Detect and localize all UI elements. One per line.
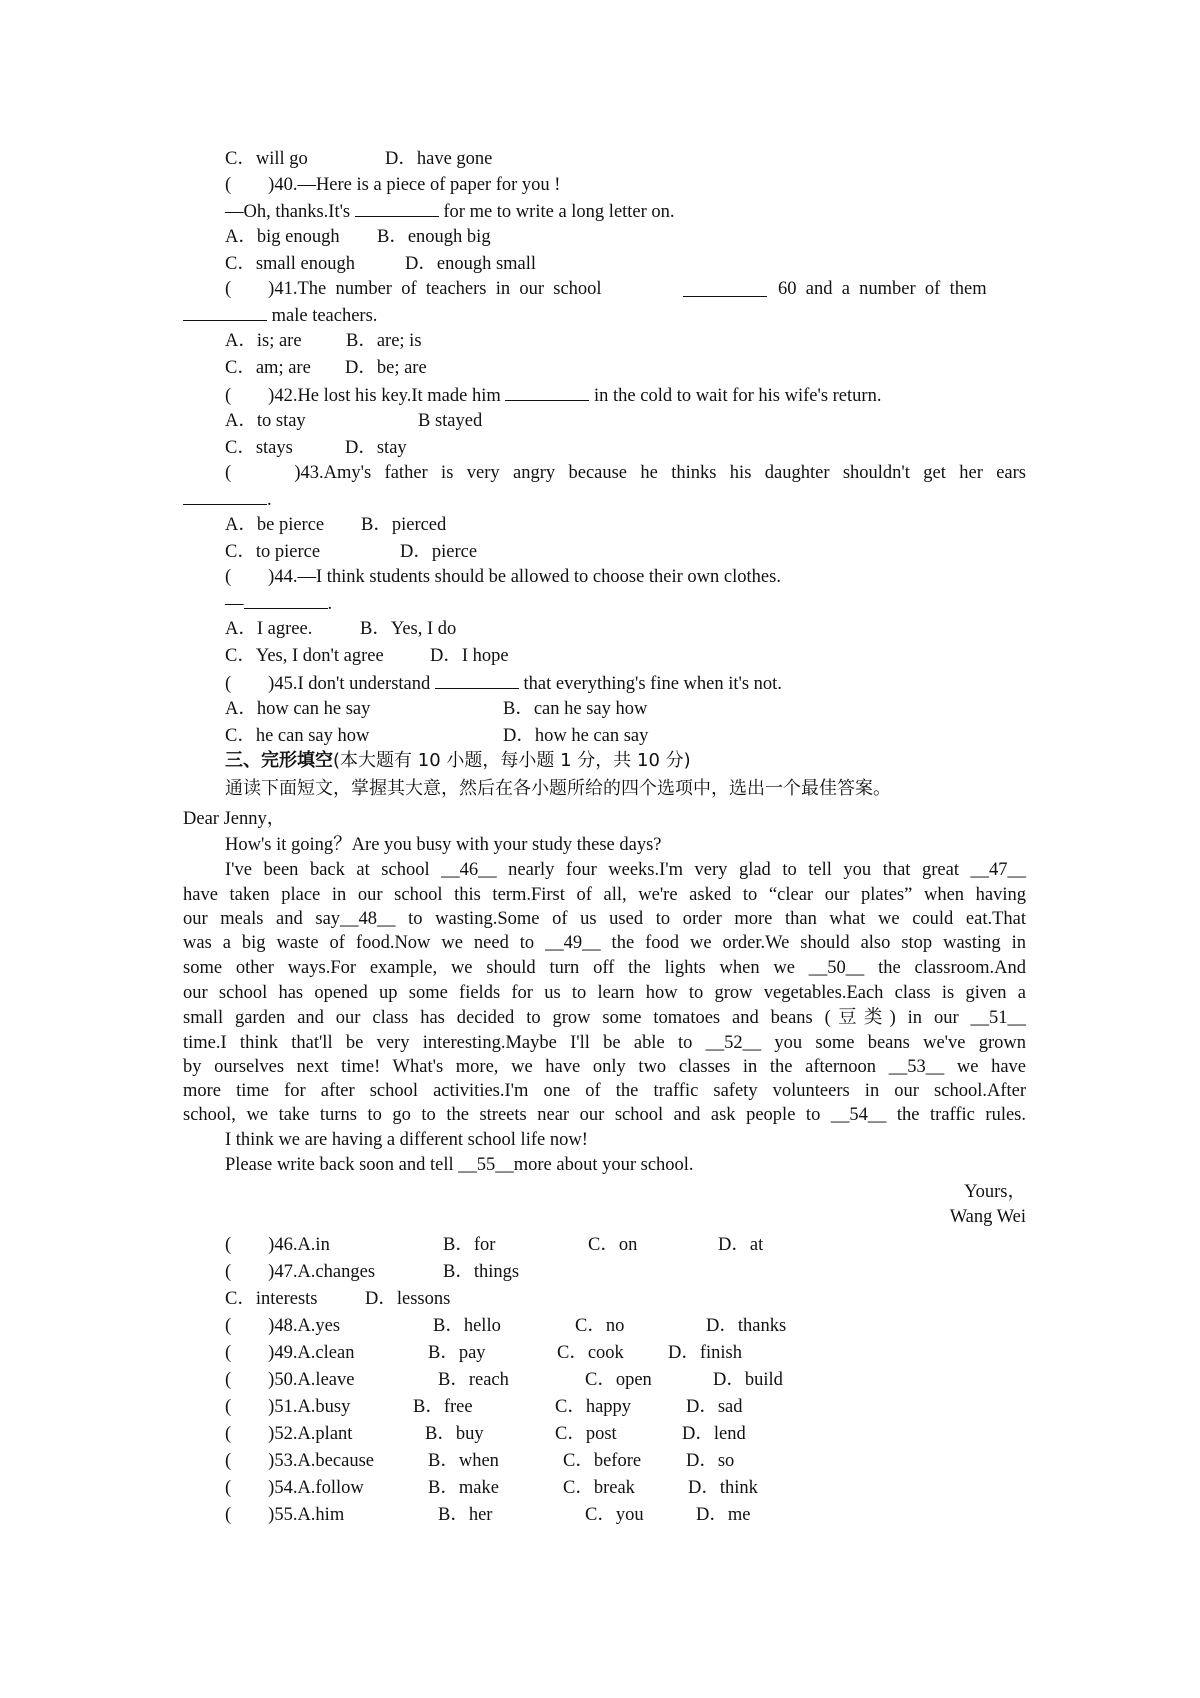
- letter-line: by ourselves next time! What's more, we have only two classes in the afternoon __53__ we have: [183, 1057, 1026, 1077]
- question-40-response: —Oh, thanks.It's for me to write a long letter on.: [225, 202, 675, 222]
- letter-paragraph-1: How's it going？Are you busy with your study these days?: [225, 835, 662, 855]
- option-c-42: C．stays: [225, 438, 293, 458]
- choice-55-a: ( )55.A.him: [225, 1505, 345, 1525]
- option-d-43: D．pierce: [400, 542, 478, 562]
- section-instructions: 通读下面短文，掌握其大意，然后在各小题所给的四个选项中，选出一个最佳答案。: [225, 778, 891, 799]
- choice-46-c: C．on: [588, 1235, 638, 1255]
- question-42: ( )42.He lost his key.It made him in the cold to wait for his wife's return.: [225, 386, 882, 406]
- question-41-cont: 60 and a number of them: [778, 279, 987, 299]
- option-c-41: C．am; are: [225, 358, 311, 378]
- choice-48-c: C．no: [575, 1316, 625, 1336]
- letter-paragraph-4: Please write back soon and tell __55__more about your school.: [225, 1155, 694, 1175]
- choice-50-c: C．open: [585, 1370, 652, 1390]
- letter-paragraph-3: I think we are having a different school life now!: [225, 1130, 588, 1150]
- choice-48-a: ( )48.A.yes: [225, 1316, 341, 1336]
- choice-46-b: B．for: [443, 1235, 496, 1255]
- option-a-41: A．is; are: [225, 331, 302, 351]
- option-a-40: A．big enough: [225, 227, 340, 247]
- choice-50-d: D．build: [713, 1370, 783, 1390]
- choice-51-c: C．happy: [555, 1397, 632, 1417]
- letter-line: our meals and say__48__ to wasting.Some of us used to order more than what we could eat.That: [183, 909, 1026, 929]
- choice-52-a: ( )52.A.plant: [225, 1424, 353, 1444]
- choice-52-d: D．lend: [682, 1424, 746, 1444]
- question-43-line2: .: [183, 488, 272, 510]
- option-c-43: C．to pierce: [225, 542, 321, 562]
- letter-line: our school has opened up some fields for us to learn how to grow vegetables.Each class is given a: [183, 983, 1026, 1003]
- choice-52-b: B．buy: [425, 1424, 484, 1444]
- answer-blank: [244, 592, 328, 609]
- letter-line: I've been back at school __46__ nearly four weeks.I'm very glad to tell you that great __47__: [225, 860, 1026, 880]
- option-b-45: B．can he say how: [503, 699, 648, 719]
- choice-49-b: B．pay: [428, 1343, 486, 1363]
- choice-49-c: C．cook: [557, 1343, 624, 1363]
- question-44: ( )44.—I think students should be allowed to choose their own clothes.: [225, 567, 781, 587]
- option-d-41: D．be; are: [345, 358, 427, 378]
- option-b-41: B．are; is: [346, 331, 422, 351]
- section-title: 三、完形填空: [225, 750, 333, 771]
- choice-53-b: B．when: [428, 1451, 499, 1471]
- answer-blank: [505, 384, 589, 401]
- choice-47-c: C．interests: [225, 1289, 318, 1309]
- choice-46-a: ( )46.A.in: [225, 1235, 330, 1255]
- question-43: ( )43.Amy's father is very angry because he thinks his daughter shouldn't get her ears: [225, 463, 1026, 483]
- choice-54-c: C．break: [563, 1478, 635, 1498]
- answer-blank: [355, 200, 439, 217]
- letter-line: some other ways.For example, we should turn off the lights when we __50__ the classroom.And: [183, 958, 1026, 978]
- choice-51-d: D．sad: [686, 1397, 743, 1417]
- option-d-45: D．how he can say: [503, 726, 649, 746]
- choice-49-d: D．finish: [668, 1343, 743, 1363]
- option-c-39: C．will go: [225, 149, 308, 169]
- letter-salutation: Dear Jenny，: [183, 809, 286, 829]
- section-heading: [225, 752, 691, 771]
- question-41-line2: male teachers.: [183, 304, 377, 326]
- letter-line: time.I think that'll be very interesting.Maybe I'll be able to __52__ you some beans we've grown: [183, 1033, 1026, 1053]
- option-b-40: B．enough big: [377, 227, 491, 247]
- choice-55-b: B．her: [438, 1505, 493, 1525]
- section-note: (本大题有 10 小题，每小题 1 分，共 10 分): [333, 750, 691, 771]
- option-a-44: A．I agree.: [225, 619, 313, 639]
- letter-line: was a big waste of food.Now we need to __49__ the food we order.We should also stop wasting in: [183, 933, 1026, 953]
- option-b-42: B stayed: [418, 411, 483, 431]
- option-d-42: D．stay: [345, 438, 407, 458]
- letter-line: school, we take turns to go to the streets near our school and ask people to __54__ the traffic rules.: [183, 1105, 1026, 1125]
- choice-50-a: ( )50.A.leave: [225, 1370, 355, 1390]
- choice-50-b: B．reach: [438, 1370, 509, 1390]
- choice-55-d: D．me: [696, 1505, 751, 1525]
- choice-51-b: B．free: [413, 1397, 473, 1417]
- letter-signature: Wang Wei: [949, 1207, 1026, 1227]
- option-c-45: C．he can say how: [225, 726, 370, 746]
- option-c-44: C．Yes, I don't agree: [225, 646, 384, 666]
- letter-closing: Yours，: [964, 1182, 1026, 1202]
- choice-47-a: ( )47.A.changes: [225, 1262, 376, 1282]
- answer-blank: [183, 304, 267, 321]
- letter-line: more time for after school activities.I'm one of the traffic safety volunteers in our school.After: [183, 1081, 1026, 1101]
- choice-53-d: D．so: [686, 1451, 735, 1471]
- choice-49-a: ( )49.A.clean: [225, 1343, 355, 1363]
- answer-blank: [183, 488, 267, 505]
- choice-53-a: ( )53.A.because: [225, 1451, 374, 1471]
- question-45: ( )45.I don't understand that everything's fine when it's not.: [225, 674, 782, 694]
- letter-line: have taken place in our school this term.First of all, we're asked to “clear our plates” when having: [183, 885, 1026, 905]
- question-41: ( )41.The number of teachers in our school: [225, 279, 602, 299]
- question-40: ( )40.—Here is a piece of paper for you !: [225, 175, 561, 195]
- option-d-40: D．enough small: [405, 254, 537, 274]
- choice-53-c: C．before: [563, 1451, 642, 1471]
- choice-48-d: D．thanks: [706, 1316, 787, 1336]
- option-a-42: A．to stay: [225, 411, 306, 431]
- choice-46-d: D．at: [718, 1235, 764, 1255]
- choice-48-b: B．hello: [433, 1316, 501, 1336]
- choice-54-a: ( )54.A.follow: [225, 1478, 364, 1498]
- choice-47-b: B．things: [443, 1262, 520, 1282]
- choice-54-d: D．think: [688, 1478, 758, 1498]
- option-d-44: D．I hope: [430, 646, 509, 666]
- option-a-45: A．how can he say: [225, 699, 371, 719]
- option-b-44: B．Yes, I do: [360, 619, 457, 639]
- choice-52-c: C．post: [555, 1424, 617, 1444]
- option-d-39: D．have gone: [385, 149, 493, 169]
- letter-line: small garden and our class has decided to grow some tomatoes and beans (豆类) in our __51__: [183, 1008, 1026, 1028]
- option-b-43: B．pierced: [361, 515, 447, 535]
- answer-blank: [435, 672, 519, 689]
- choice-55-c: C．you: [585, 1505, 644, 1525]
- choice-51-a: ( )51.A.busy: [225, 1397, 351, 1417]
- choice-47-d: D．lessons: [365, 1289, 451, 1309]
- option-a-43: A．be pierce: [225, 515, 325, 535]
- option-c-40: C．small enough: [225, 254, 356, 274]
- answer-blank: [683, 280, 767, 302]
- choice-54-b: B．make: [428, 1478, 499, 1498]
- question-44-response: — .: [225, 594, 333, 614]
